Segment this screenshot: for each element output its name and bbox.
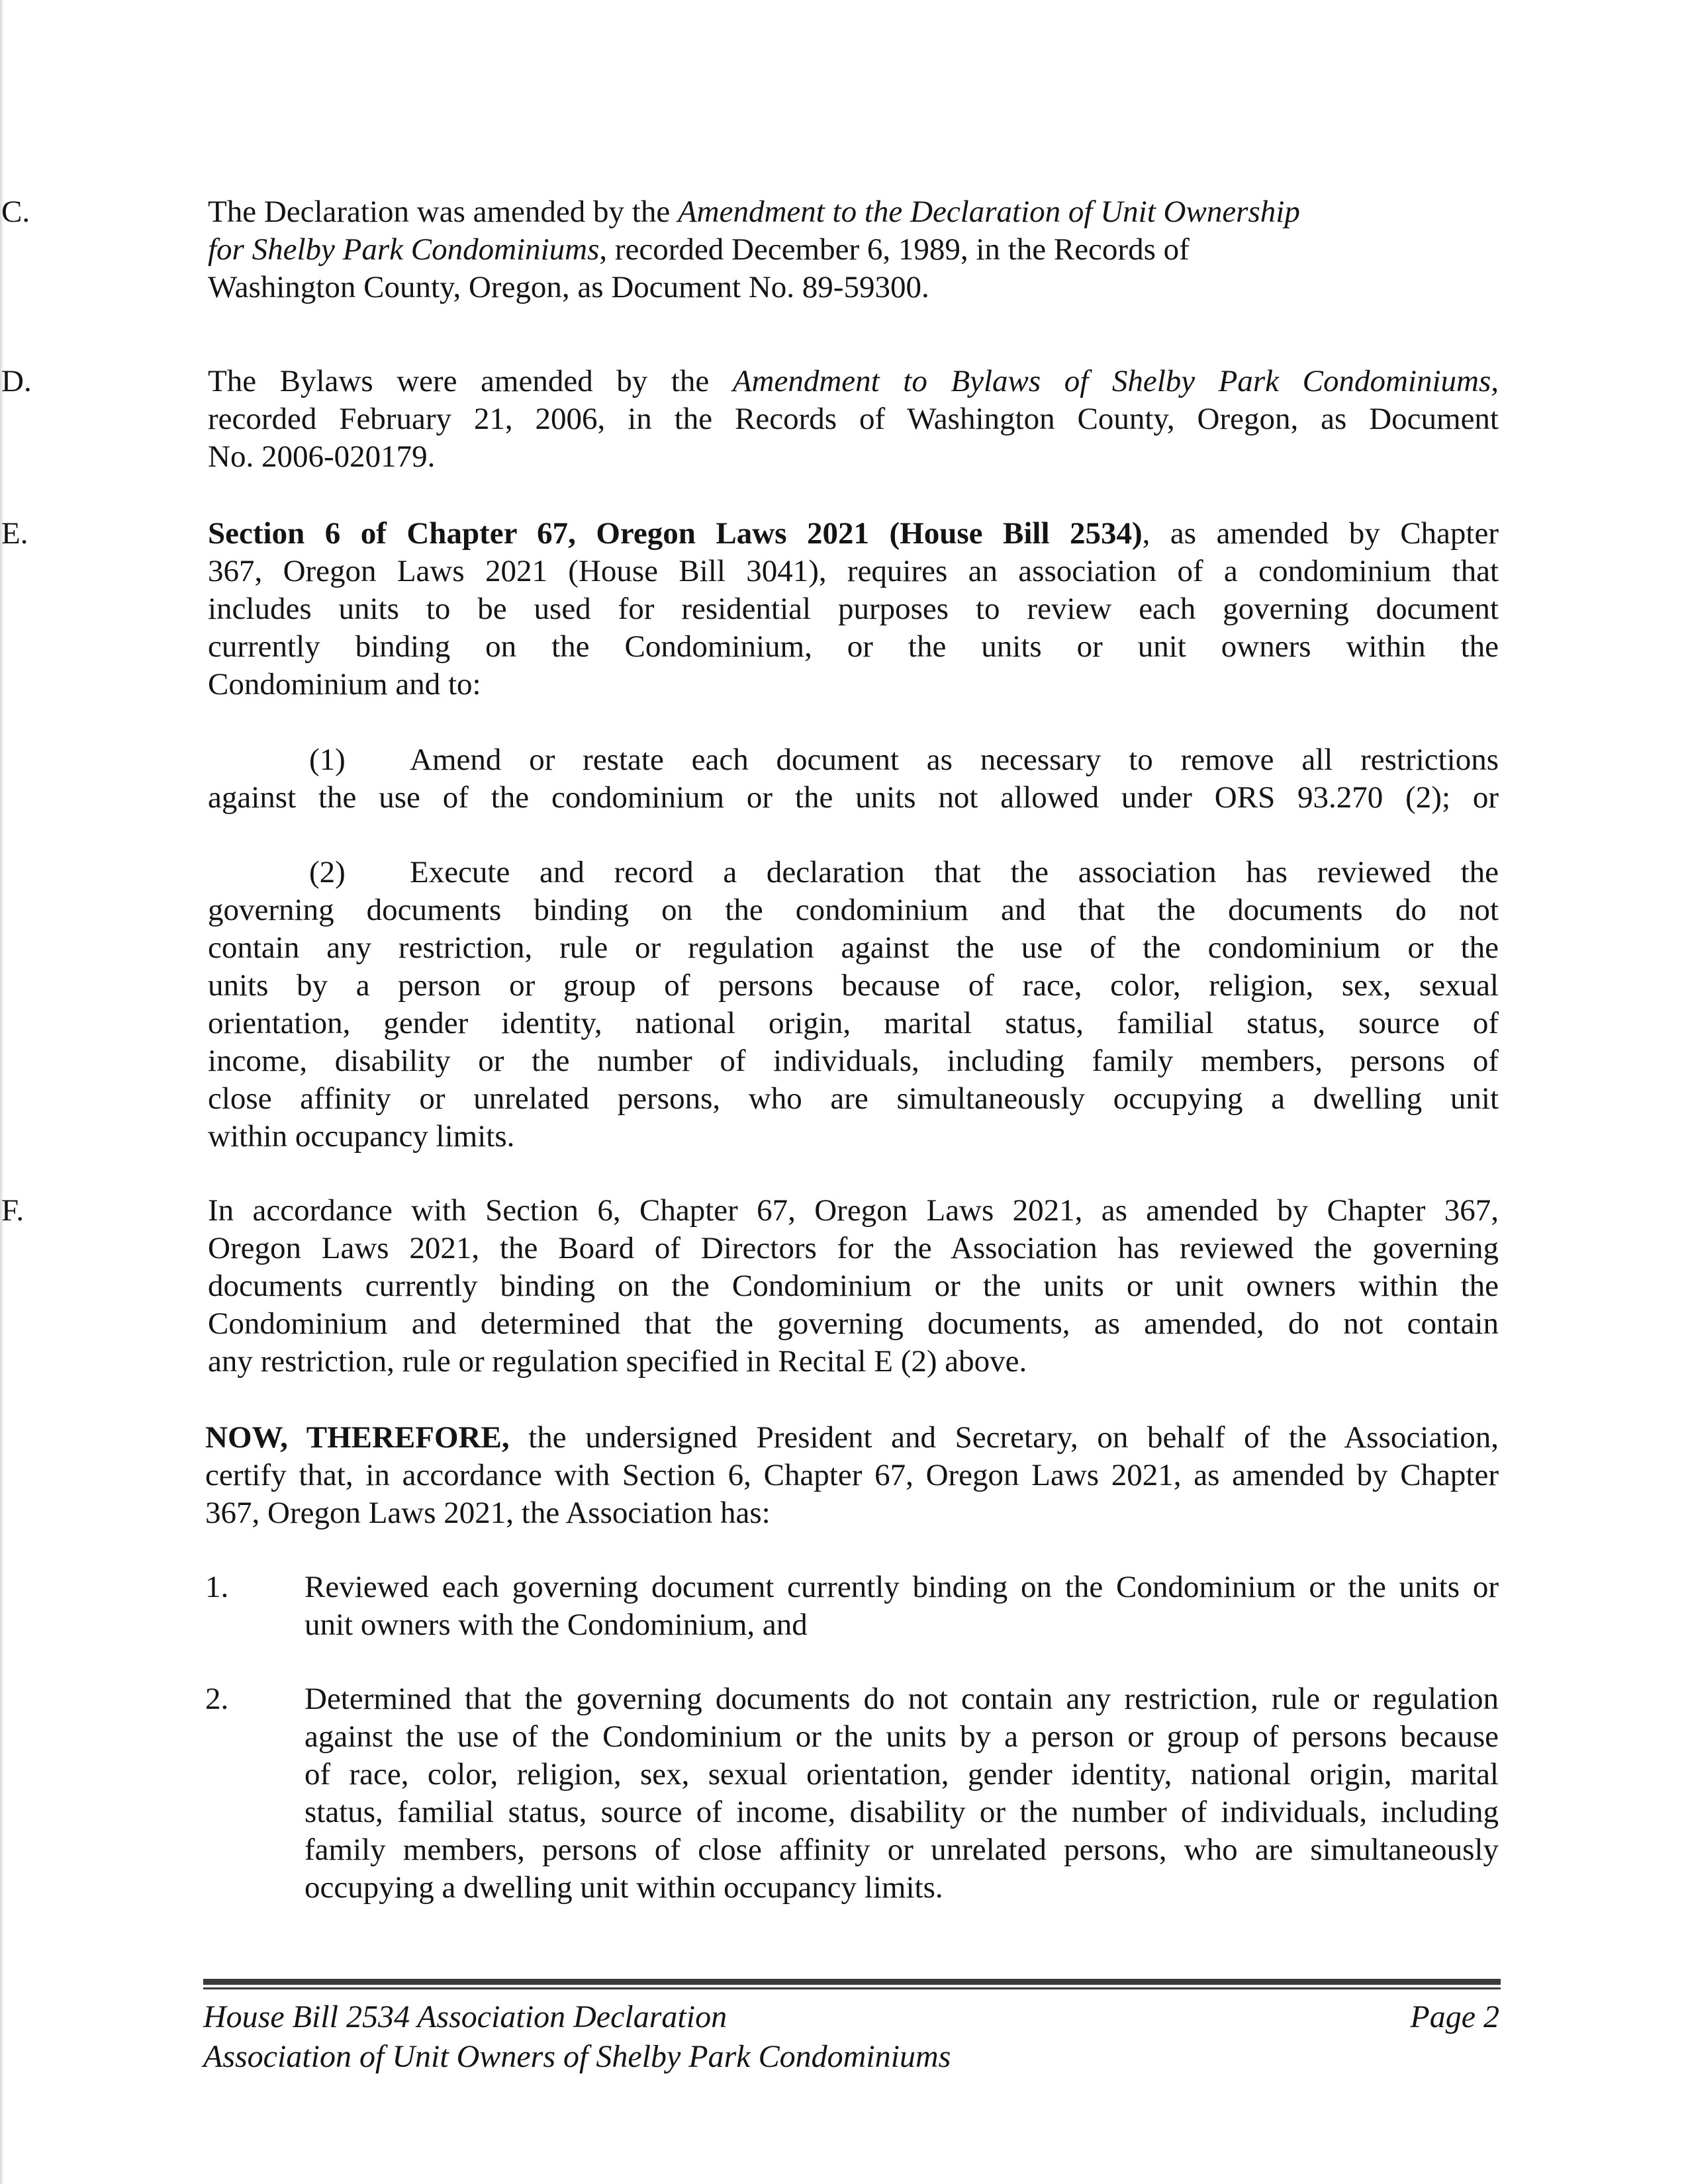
footer-rule-thin — [203, 1987, 1501, 1989]
now-therefore-paragraph: NOW, THEREFORE, the undersigned President and Secretary, on behalf of the Association, certify that, in accordance with Section 6, Chapter 67, Oregon Laws 2021, as amended by Chapter 367, Oregon Laws 2021, the Association has: — [205, 1420, 1499, 1530]
item-number: 1. — [205, 1570, 229, 1604]
recital-label: C. — [1, 195, 30, 229]
recital-e-sub-2: (2) Execute and record a declaration that the association has reviewed the governing documents binding on the condominium and that the documents do not contain any restriction, rule or regulation against the use of the condominium or the units by a person or group of persons because of race, color, religion, sex, sexual orientation, gender identity, national origin, marital status, familial status, source of income, disability or the number of individuals, including family members, persons of close affinity or unrelated persons, who are simultaneously occupying a dwelling unit within occupancy limits. — [208, 855, 1499, 1154]
recital-label: D. — [1, 364, 32, 398]
recital-label: F. — [1, 1193, 24, 1228]
page-number: Page 2 — [1410, 1999, 1499, 2034]
recital-f — [1, 1192, 1499, 1381]
recital-text: Section 6 of Chapter 67, Oregon Laws 2021 (House Bill 2534), as amended by Chapter 367, Oregon Laws 2021 (House Bill 3041), requires an association of a condominium that includes units to be used for residential purposes to review each governing document currently binding on the Condominium, or the units or unit owners within the Condominium and to: — [208, 516, 1499, 702]
item-number: 2. — [205, 1682, 229, 1716]
certification-item-1: 1. Reviewed each governing document currently binding on the Condominium or the units or unit owners with the Condominium, and — [205, 1570, 1499, 1642]
scan-edge — [0, 0, 4, 2184]
recital-e — [1, 515, 1499, 704]
sub-number: (1) — [309, 743, 346, 777]
recital-text: In accordance with Section 6, Chapter 67, Oregon Laws 2021, as amended by Chapter 367, Oregon Laws 2021, the Board of Directors for the Association has reviewed the governing documents currently binding on the Condominium or the units or unit owners within the Condominium and determined that the governing documents, as amended, do not contain any restriction, rule or regulation specified in Recital E (2) above. — [208, 1193, 1499, 1379]
recital-d — [1, 363, 1499, 476]
recital-label: E. — [1, 516, 28, 551]
footer-line-2: Association of Unit Owners of Shelby Park Condominiums — [203, 2039, 951, 2074]
recital-e-sub-1: (1) Amend or restate each document as necessary to remove all restrictions against the use of the condominium or the units not allowed under ORS 93.270 (2); or — [208, 743, 1499, 815]
recital-c — [1, 193, 1499, 306]
recital-text: The Declaration was amended by the Amendment to the Declaration of Unit Ownership for Shelby Park Condominiums, recorded December 6, 1989, in the Records of Washington County, Oregon, as Document No. 89-59300. — [208, 195, 1300, 304]
sub-number: (2) — [309, 855, 346, 889]
footer-line-1: House Bill 2534 Association Declaration — [203, 1999, 727, 2034]
certification-item-2: 2. Determined that the governing documents do not contain any restriction, rule or regulation against the use of the Condominium or the units by a person or group of persons because of race, color, religion, sex, sexual orientation, gender identity, national origin, marital status, familial status, source of income, disability or the number of individuals, including family members, persons of close affinity or unrelated persons, who are simultaneously occupying a dwelling unit within occupancy limits. — [205, 1682, 1499, 1905]
footer-rule — [203, 1979, 1501, 1985]
recital-text: The Bylaws were amended by the Amendment to Bylaws of Shelby Park Condominiums, recorded February 21, 2006, in the Records of Washington County, Oregon, as Document No. 2006-020179. — [208, 364, 1499, 474]
footer-title — [203, 1997, 951, 2077]
